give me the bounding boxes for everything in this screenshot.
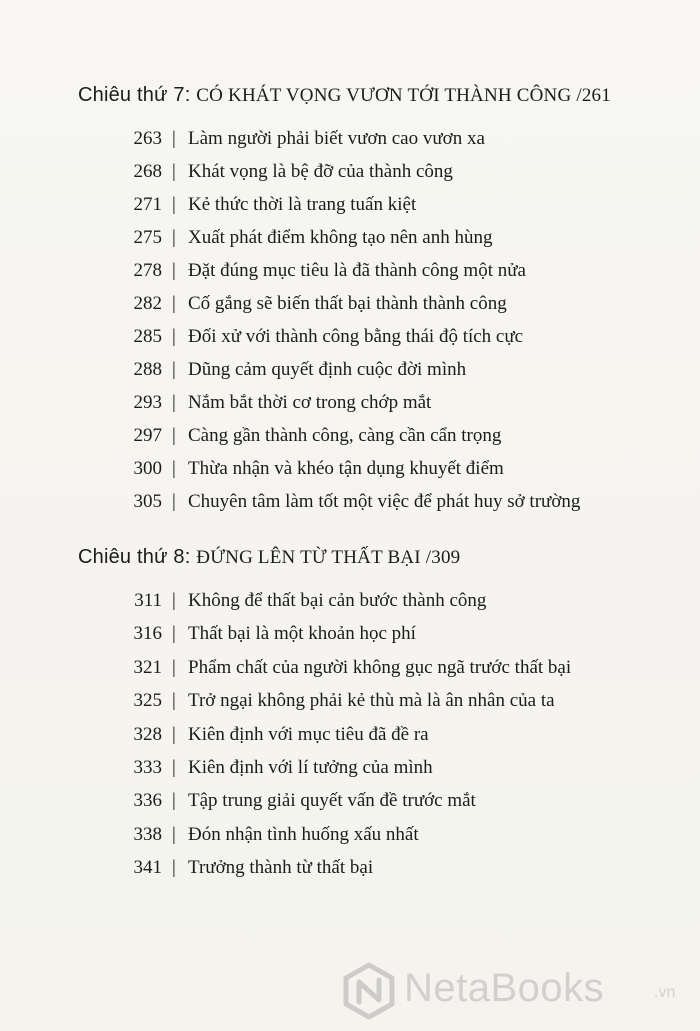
toc-entry-page: 305 bbox=[133, 491, 162, 512]
toc-entry bbox=[0, 194, 700, 224]
toc-entry-separator: | bbox=[172, 194, 176, 215]
toc-entry bbox=[0, 724, 700, 754]
toc-entry-title: Cố gắng sẽ biến thất bại thành thành công bbox=[188, 293, 507, 314]
toc-entry bbox=[0, 293, 700, 323]
toc-entry-title: Không để thất bại cản bước thành công bbox=[188, 590, 487, 611]
toc-entry-page: 321 bbox=[133, 656, 162, 678]
toc-entry-page: 278 bbox=[133, 260, 162, 281]
toc-entry-page: 293 bbox=[133, 392, 162, 413]
toc-entry-separator: | bbox=[172, 260, 176, 281]
toc-entry bbox=[0, 623, 700, 653]
toc-entry-page: 263 bbox=[133, 128, 162, 149]
toc-entry-title: Chuyên tâm làm tốt một việc để phát huy sở trường bbox=[188, 491, 581, 512]
toc-entry-title: Kiên định với lí tưởng của mình bbox=[188, 757, 433, 778]
toc-entry-page: 338 bbox=[133, 823, 162, 845]
toc-entry-page: 333 bbox=[133, 757, 162, 778]
toc-entry-title: Xuất phát điểm không tạo nên anh hùng bbox=[188, 227, 493, 248]
toc-entry-page: 325 bbox=[133, 690, 162, 712]
chapter-prefix: Chiêu thứ 7: bbox=[78, 84, 197, 106]
toc-entry-page: 311 bbox=[134, 590, 162, 611]
toc-entry-title: Thừa nhận và khéo tận dụng khuyết điểm bbox=[188, 458, 504, 479]
chapter-heading bbox=[78, 84, 611, 107]
toc-entry-separator: | bbox=[172, 392, 176, 413]
toc-entry-page: 336 bbox=[133, 790, 162, 812]
toc-entry-title: Nắm bắt thời cơ trong chớp mắt bbox=[188, 392, 432, 413]
toc-entry-page: 271 bbox=[133, 194, 162, 215]
toc-entry-separator: | bbox=[172, 293, 176, 314]
toc-entry-page: 282 bbox=[133, 293, 162, 314]
toc-entry-separator: | bbox=[172, 359, 176, 380]
toc-entry bbox=[0, 326, 700, 356]
toc-entry-page: 285 bbox=[133, 326, 162, 347]
toc-entry-page: 275 bbox=[133, 227, 162, 248]
toc-entry bbox=[0, 128, 700, 158]
toc-entry-page: 297 bbox=[133, 425, 162, 446]
netabooks-logo-icon bbox=[340, 962, 398, 1020]
toc-entry-page: 268 bbox=[133, 161, 162, 182]
toc-entry-separator: | bbox=[172, 326, 176, 347]
toc-entry-page: 288 bbox=[133, 359, 162, 380]
toc-entry-page: 316 bbox=[133, 623, 162, 645]
toc-entry-separator: | bbox=[172, 590, 176, 611]
toc-entry-separator: | bbox=[172, 690, 176, 712]
toc-entry-title: Làm người phải biết vươn cao vươn xa bbox=[188, 128, 485, 149]
toc-entry-separator: | bbox=[172, 723, 176, 745]
toc-entry bbox=[0, 690, 700, 720]
toc-entry-separator: | bbox=[172, 623, 176, 645]
toc-entry-separator: | bbox=[172, 757, 176, 778]
toc-entry bbox=[0, 657, 700, 687]
toc-entry-separator: | bbox=[172, 857, 176, 879]
toc-entry-title: Kẻ thức thời là trang tuấn kiệt bbox=[188, 194, 417, 215]
toc-entry-title: Đối xử với thành công bằng thái độ tích cực bbox=[188, 326, 524, 347]
toc-entry-title: Càng gần thành công, càng cần cẩn trọng bbox=[188, 425, 502, 446]
toc-entry-separator: | bbox=[172, 656, 176, 678]
toc-entry-separator: | bbox=[172, 790, 176, 812]
toc-entry-title: Trưởng thành từ thất bại bbox=[188, 857, 374, 879]
toc-entry-title: Đón nhận tình huống xấu nhất bbox=[188, 823, 419, 845]
toc-entry bbox=[0, 590, 700, 620]
chapter-title: CÓ KHÁT VỌNG VƯƠN TỚI THÀNH CÔNG bbox=[196, 85, 572, 106]
watermark-suffix: .vn bbox=[654, 984, 676, 1001]
toc-entry-separator: | bbox=[172, 823, 176, 845]
toc-entry bbox=[0, 227, 700, 257]
toc-entry bbox=[0, 260, 700, 290]
watermark-brand: NetaBooks bbox=[404, 966, 605, 1010]
toc-entry-separator: | bbox=[172, 161, 176, 182]
toc-entry-page: 341 bbox=[133, 857, 162, 879]
toc-entry-page: 328 bbox=[133, 723, 162, 745]
toc-entry bbox=[0, 757, 700, 787]
chapter-prefix: Chiêu thứ 8: bbox=[78, 546, 197, 568]
chapter-page: /261 bbox=[571, 85, 611, 106]
toc-entry-title: Kiên định với mục tiêu đã đề ra bbox=[188, 723, 429, 745]
toc-entry bbox=[0, 425, 700, 455]
chapter-title: ĐỨNG LÊN TỪ THẤT BẠI bbox=[196, 547, 421, 568]
toc-entry-title: Khát vọng là bệ đỡ của thành công bbox=[188, 161, 453, 182]
toc-entry bbox=[0, 857, 700, 887]
toc-entry-separator: | bbox=[172, 425, 176, 446]
toc-entry-title: Tập trung giải quyết vấn đề trước mắt bbox=[188, 790, 476, 812]
toc-entry bbox=[0, 458, 700, 488]
toc-entry-separator: | bbox=[172, 458, 176, 479]
toc-entry-title: Trở ngại không phải kẻ thù mà là ân nhân của ta bbox=[188, 690, 555, 712]
toc-entry bbox=[0, 392, 700, 422]
toc-entry bbox=[0, 824, 700, 854]
toc-entry-title: Phẩm chất của người không gục ngã trước thất bại bbox=[188, 656, 572, 678]
toc-entry-page: 300 bbox=[133, 458, 162, 479]
chapter-heading bbox=[78, 546, 460, 569]
toc-entry bbox=[0, 491, 700, 521]
toc-entry-title: Thất bại là một khoản học phí bbox=[188, 623, 416, 645]
toc-entry bbox=[0, 790, 700, 820]
watermark bbox=[340, 962, 700, 1022]
toc-entry-separator: | bbox=[172, 491, 176, 512]
toc-entry-title: Dũng cảm quyết định cuộc đời mình bbox=[188, 359, 467, 380]
chapter-page: /309 bbox=[420, 547, 461, 568]
toc-entry bbox=[0, 359, 700, 389]
toc-entry-title: Đặt đúng mục tiêu là đã thành công một nửa bbox=[188, 260, 526, 281]
toc-entry-separator: | bbox=[172, 227, 176, 248]
toc-entry bbox=[0, 161, 700, 191]
toc-entry-separator: | bbox=[172, 128, 176, 149]
